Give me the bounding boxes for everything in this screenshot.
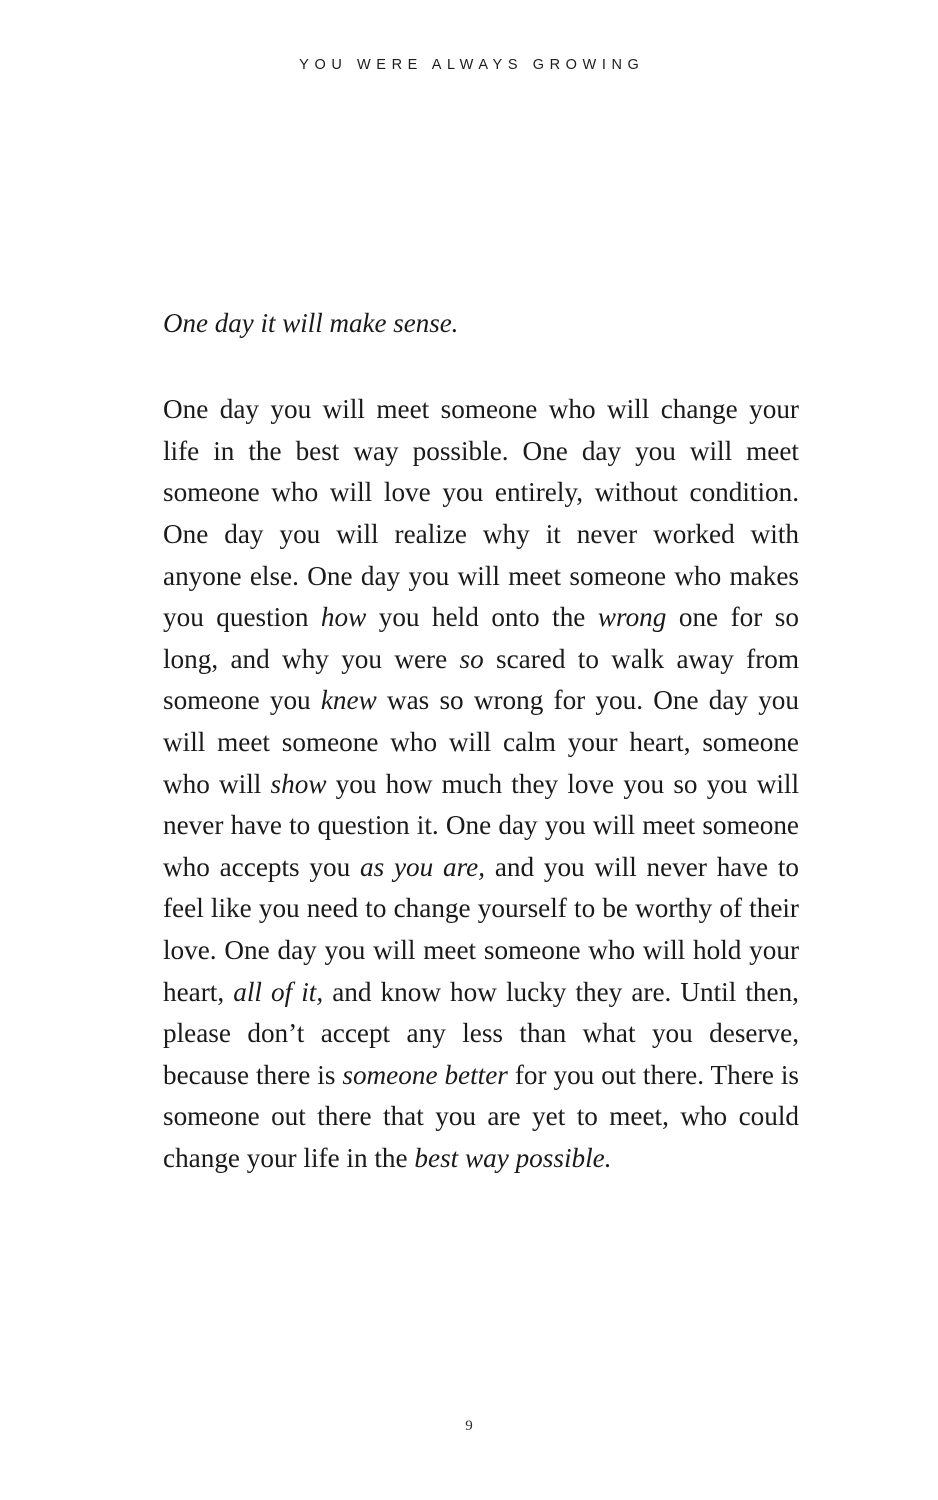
body-run-14: and know how lucky they are. Until then, please don’t accept any less than what you deserve, because there is xyxy=(163,976,799,1090)
body-emphasis-13: all of it, xyxy=(233,976,324,1007)
body-run-8: was so wrong for you. One day you will meet someone who will calm your heart, someone who will xyxy=(163,685,799,799)
page-number: 9 xyxy=(465,1418,473,1434)
body-run-4: one for so long, and why you were xyxy=(163,602,799,674)
body-run-10: you how much they love you so you will never have to question it. One day you will meet someone who accepts you xyxy=(163,768,799,882)
body-emphasis-17: best way possible. xyxy=(414,1142,612,1173)
body-run-16: for you out there. There is someone out there that you are yet to meet, who could change your life in the xyxy=(163,1059,799,1173)
epigraph-line: One day it will make sense. xyxy=(163,308,459,338)
body-paragraph xyxy=(163,389,799,1179)
running-header: YOU WERE ALWAYS GROWING xyxy=(299,57,645,73)
body-emphasis-3: wrong xyxy=(597,602,667,633)
body-emphasis-5: so xyxy=(459,643,484,674)
body-emphasis-7: knew xyxy=(320,685,377,716)
body-emphasis-11: as you are, xyxy=(359,851,486,882)
body-run-0: One day you will meet someone who will change your life in the best way possible. One day you will meet someone who will love you entirely, without condition. One day you will realize why it never worked with anyone else. One day you will meet someone who makes you question xyxy=(163,394,799,633)
body-run-2: you held onto the xyxy=(366,602,598,633)
body-run-12: and you will never have to feel like you need to change yourself to be worthy of their love. One day you will meet someone who will hold your heart, xyxy=(163,851,799,1007)
body-emphasis-1: how xyxy=(320,602,367,633)
body-run-6: scared to walk away from someone you xyxy=(163,643,800,716)
body-emphasis-9: show xyxy=(270,768,327,799)
body-emphasis-15: someone better xyxy=(342,1059,508,1090)
